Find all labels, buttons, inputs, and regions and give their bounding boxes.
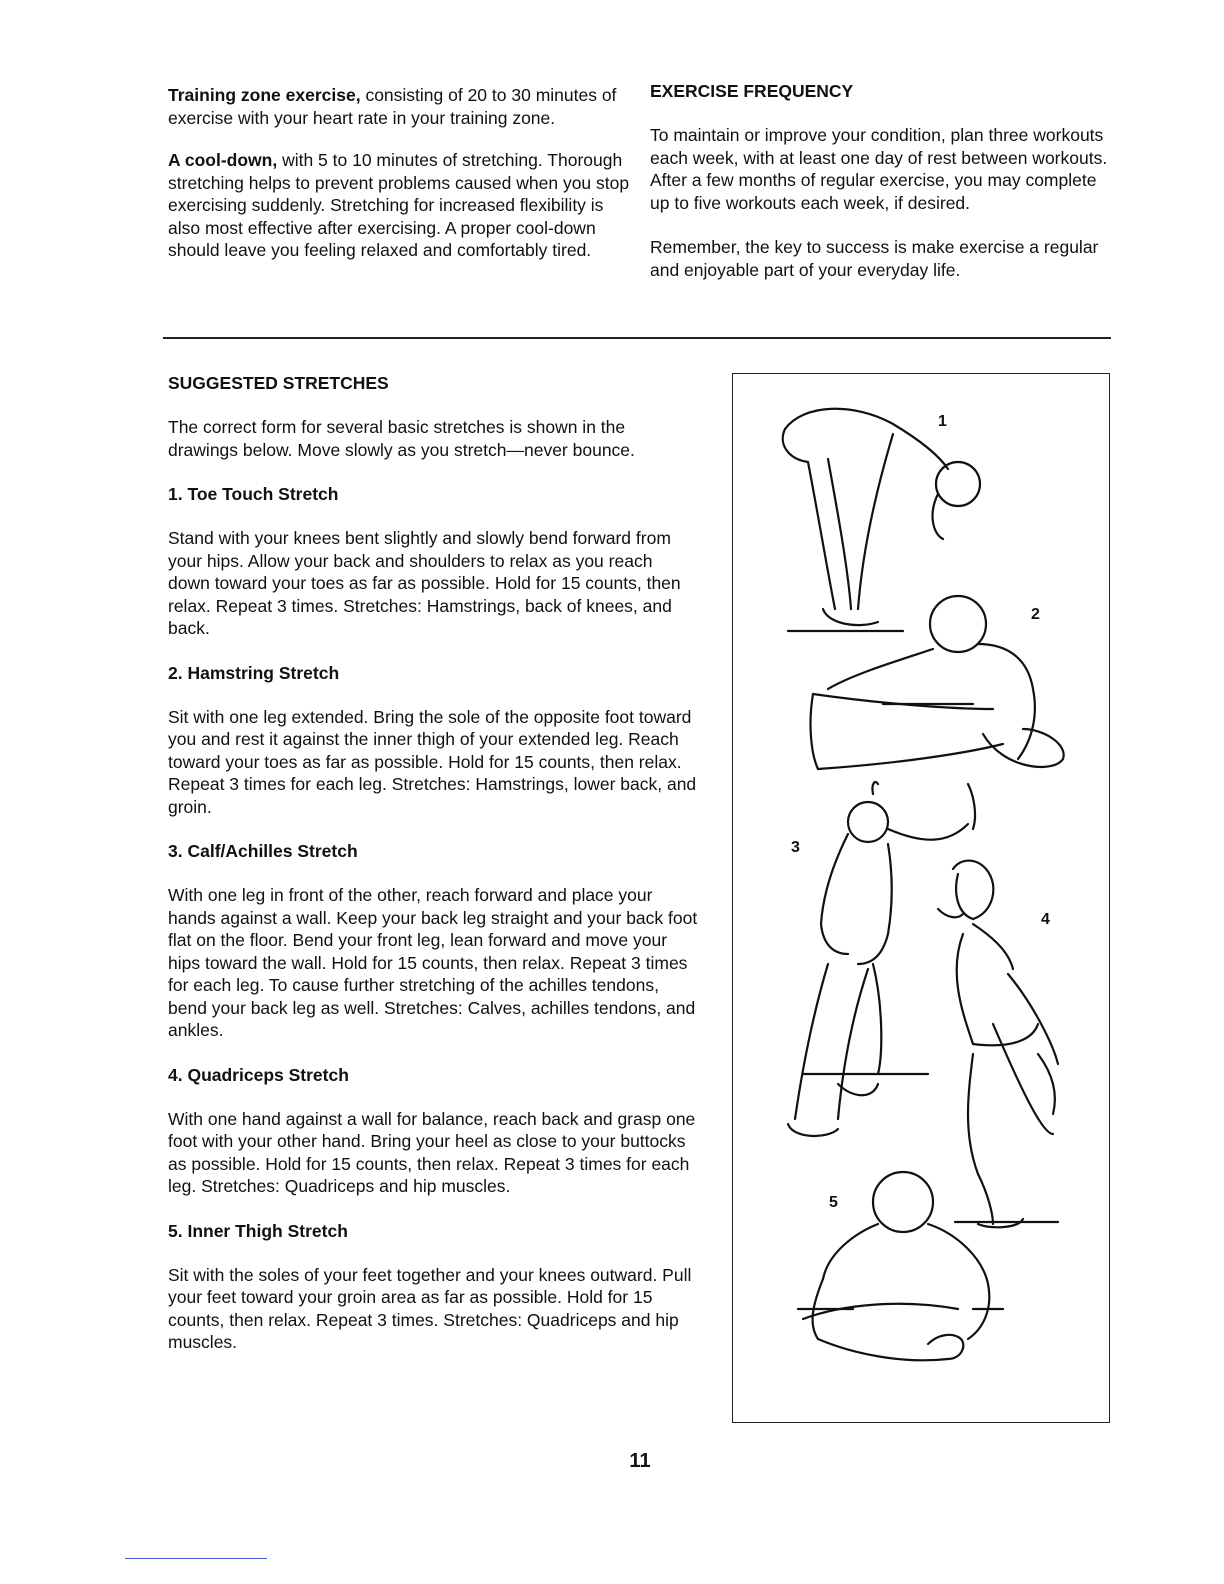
stretch-illustrations bbox=[732, 373, 1110, 1423]
page-number: 11 bbox=[629, 1450, 651, 1472]
stretch-drawings bbox=[733, 374, 1108, 1421]
stretch-5-text: Sit with the soles of your feet together and your knees outward. Pull your feet toward your groin area as far as possible. Hold for 15 counts, then relax. Repeat 3 times. Stretches: Quadriceps and hip muscles. bbox=[168, 1264, 692, 1352]
figure-label-1: 1 bbox=[938, 413, 947, 430]
suggested-stretches-section bbox=[168, 372, 698, 1354]
quadriceps-figure bbox=[938, 861, 1058, 1228]
frequency-paragraph: To maintain or improve your condition, plan three workouts each week, with at least one day of rest between workouts. After a few months of regular exercise, you may complete up to five workouts each week, if desired. bbox=[650, 125, 1108, 213]
stretch-4-title: 4. Quadriceps Stretch bbox=[168, 1064, 349, 1085]
suggested-stretches-heading: SUGGESTED STRETCHES bbox=[168, 373, 389, 393]
stretch-2-text: Sit with one leg extended. Bring the sole of the opposite foot toward you and rest it against the inner thigh of your extended leg. Reach toward your toes as far as possible. Hold for 15 counts, then relax. Repeat 3 times for each leg. Stretches: Hamstrings, lower back, and groin. bbox=[168, 706, 697, 817]
stretch-1-text: Stand with your knees bent slightly and slowly bend forward from your hips. Allow your back and shoulders to relax as you reach down toward your toes as far as possible. Hold for 15 counts, then relax. Repeat 3 times. Stretches: Hamstrings, back of knees, and back. bbox=[168, 528, 681, 638]
cooldown-paragraph bbox=[168, 149, 638, 262]
calf-stretch-figure bbox=[788, 782, 975, 1136]
section-divider bbox=[163, 337, 1111, 339]
training-zone-label: Training zone exercise, bbox=[168, 85, 361, 105]
cooldown-text: with 5 to 10 minutes of stretching. Thorough stretching helps to prevent problems caused when you stop exercising suddenly. Stretching for increased flexibility is also most effective after exercising. A proper cool-down should leave you feeling relaxed and comfortably tired. bbox=[168, 150, 630, 260]
figure-label-5: 5 bbox=[829, 1194, 838, 1211]
training-zone-text: consisting of 20 to 30 minutes of exercise with your heart rate in your training zone. bbox=[168, 85, 617, 128]
exercise-frequency-column bbox=[650, 80, 1110, 281]
stretch-5-title: 5. Inner Thigh Stretch bbox=[168, 1220, 348, 1241]
hamstring-figure bbox=[811, 596, 1064, 769]
exercise-frequency-heading: EXERCISE FREQUENCY bbox=[650, 81, 854, 101]
stretch-4-text: With one hand against a wall for balance, reach back and grasp one foot with your other hand. Bring your heel as close to your buttocks as possible. Hold for 15 counts, then relax. Repeat 3 times for each leg. Stretches: Quadriceps and hip muscles. bbox=[168, 1108, 696, 1196]
figure-label-2: 2 bbox=[1031, 606, 1040, 623]
remember-paragraph: Remember, the key to success is make exercise a regular and enjoyable part of your everyday life. bbox=[650, 237, 1099, 280]
footer-rule bbox=[125, 1558, 267, 1559]
stretch-3-text: With one leg in front of the other, reach forward and place your hands against a wall. Keep your back leg straight and your back foot flat on the floor. Bend your front leg, lean forward and move your hips toward the wall. Hold for 15 counts, then relax. Repeat 3 times for each leg. To cause further stretching of the achilles tendons, bend your back leg as well. Stretches: Calves, achilles tendons, and ankles. bbox=[168, 885, 698, 1040]
cooldown-column bbox=[168, 84, 638, 262]
stretch-1-title: 1. Toe Touch Stretch bbox=[168, 484, 339, 504]
cooldown-label: A cool-down, bbox=[168, 150, 278, 170]
figure-label-4: 4 bbox=[1041, 911, 1050, 928]
training-zone-paragraph bbox=[168, 84, 638, 129]
figure-label-3: 3 bbox=[791, 839, 800, 856]
stretches-intro: The correct form for several basic stretches is shown in the drawings below. Move slowly as you stretch—never bounce. bbox=[168, 417, 635, 460]
stretch-2-title: 2. Hamstring Stretch bbox=[168, 662, 340, 683]
stretch-3-title: 3. Calf/Achilles Stretch bbox=[168, 841, 358, 861]
